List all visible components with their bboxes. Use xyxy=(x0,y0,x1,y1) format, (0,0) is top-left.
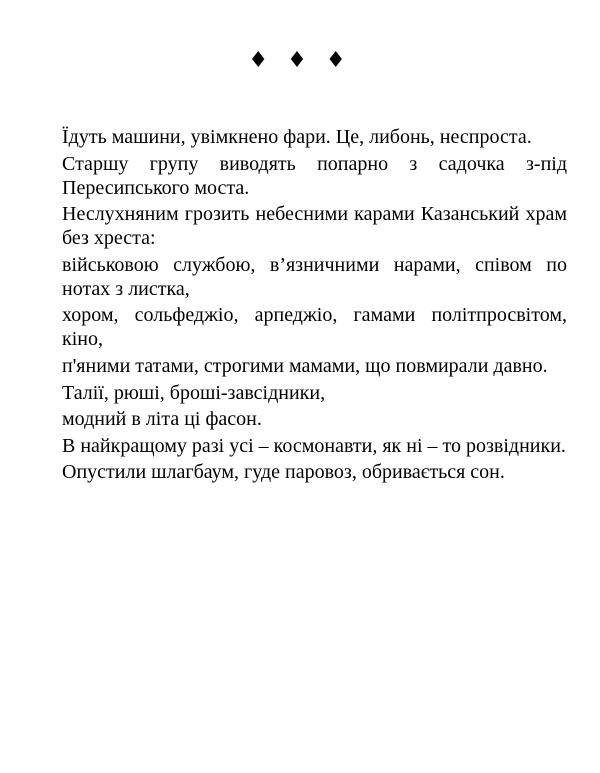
poem-line: Неслухняним грозить небесними карами Казанський храм без хреста: xyxy=(62,203,567,250)
poem-line: модний в літа ці фасон. xyxy=(62,408,262,431)
poem-line: Талії, рюші, броші-завсідники, xyxy=(62,381,326,404)
poem-line: хором, сольфеджіо, арпеджіо, гамами політпросвітом, кіно, xyxy=(62,304,567,351)
poem-line: військовою службою, в’язничними нарами, співом по нотах з листка, xyxy=(62,253,567,300)
poem-line: Опустили шлагбаум, гуде паровоз, обривається сон. xyxy=(62,461,505,484)
section-divider-diamonds: ♦ ♦ ♦ xyxy=(248,48,352,73)
poem-line: В найкращому разі усі – космонавти, як ні – то розвідники. xyxy=(62,434,566,457)
poem-text xyxy=(62,125,567,487)
poem-line: Старшу групу виводять попарно з садочка з-під Пересипського моста. xyxy=(62,152,567,199)
poem-line: п'яними татами, строгими мамами, що повмирали давно. xyxy=(62,354,548,377)
poem-line: Їдуть машини, увімкнено фари. Це, либонь, неспроста. xyxy=(62,126,532,148)
